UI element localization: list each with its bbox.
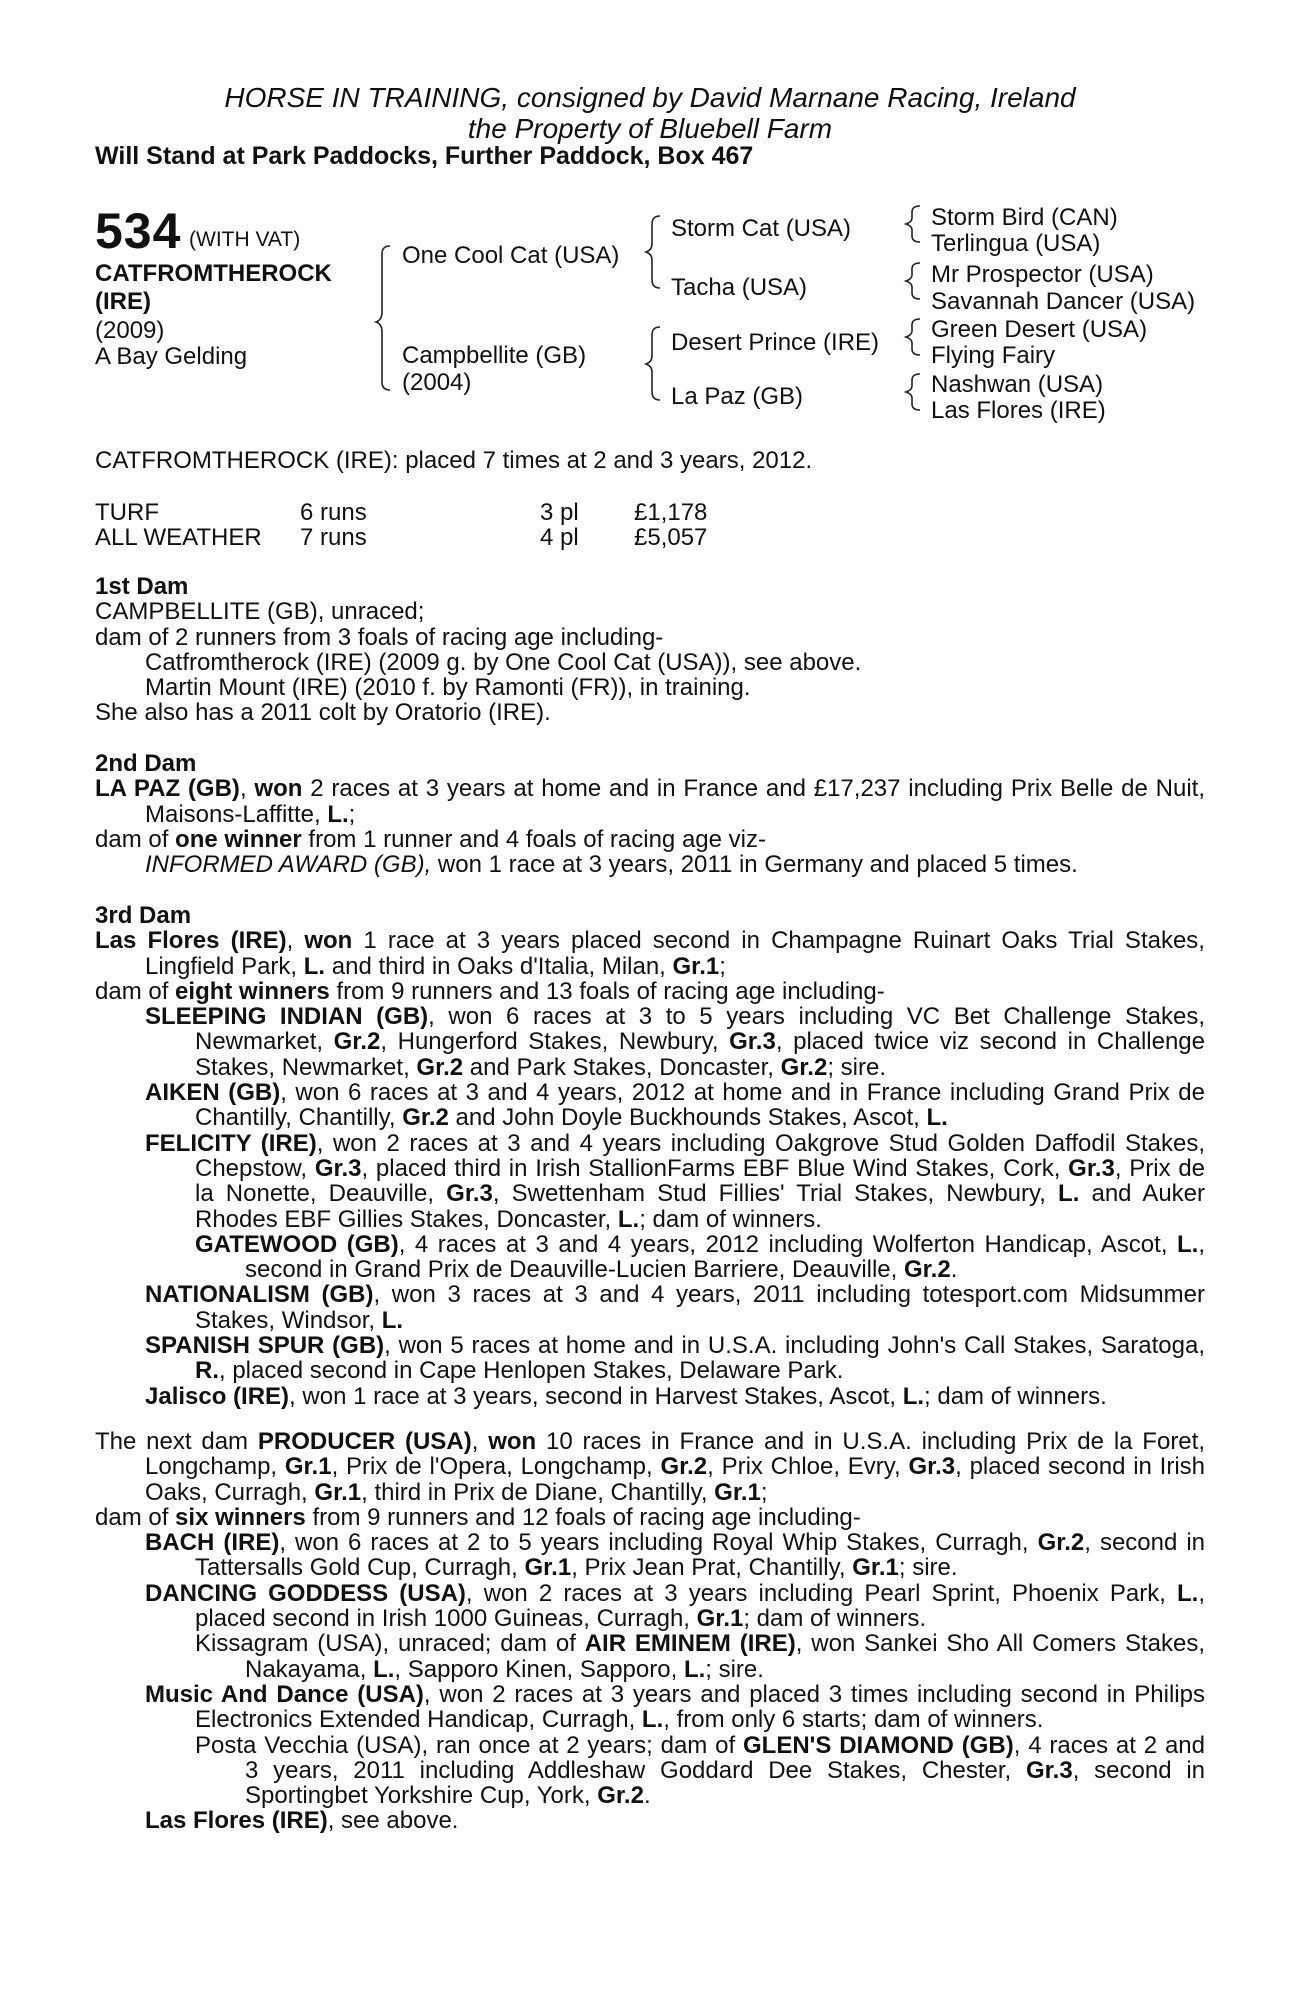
pedigree-sd-sire: Mr Prospector (USA)	[931, 261, 1154, 288]
entry-text: and Park Stakes, Doncaster,	[463, 1053, 781, 1081]
entry-text: ;	[760, 1478, 768, 1506]
progeny-name: GLEN'S DIAMOND (GB)	[742, 1731, 1014, 1759]
grade-label: Gr.2	[780, 1053, 828, 1081]
progeny-name: SPANISH SPUR (GB)	[145, 1332, 385, 1360]
horse-year: (2009)	[95, 317, 165, 344]
progeny-entry	[95, 1581, 1205, 1632]
first-dam-title: 1st Dam	[95, 573, 189, 600]
entry-text: and third in Oaks d'Italia, Milan,	[325, 952, 673, 980]
progeny-entry	[95, 1131, 1205, 1232]
grade-label: Gr.3	[314, 1154, 362, 1182]
grade-label: Gr.2	[1037, 1529, 1085, 1557]
progeny-name: AIKEN (GB)	[145, 1079, 281, 1107]
grade-label: Gr.2	[904, 1256, 951, 1284]
next-dam-produce	[95, 1505, 1205, 1530]
grade-label: L.	[381, 1306, 404, 1334]
dam-name: LA PAZ (GB)	[95, 775, 240, 803]
grade-label: R.	[195, 1357, 219, 1385]
entry-text: , placed second in Irish Oaks, Curragh,	[145, 1453, 1205, 1506]
entry-text: , Prix Chloe, Evry,	[707, 1453, 909, 1481]
pedigree-dam-year: (2004)	[402, 369, 472, 396]
progeny-name: Jalisco (IRE)	[145, 1382, 290, 1410]
progeny-entry	[95, 1682, 1205, 1733]
entry-text: , won 1 race at 3 years, second in Harvest Stakes, Ascot,	[289, 1382, 903, 1410]
entry-text: and John Doyle Buckhounds Stakes, Ascot,	[448, 1104, 927, 1132]
won-label: won	[254, 775, 303, 803]
progeny-entry	[95, 1080, 1205, 1131]
progeny-name: AIR EMINEM (IRE)	[584, 1630, 796, 1658]
progeny-entry	[95, 1631, 1205, 1682]
location-heading: Will Stand at Park Paddocks, Further Paddock, Box 467	[95, 142, 754, 170]
pedigree-dd-sire: Nashwan (USA)	[931, 371, 1104, 398]
entry-text: ;	[719, 952, 726, 980]
pedigree-dam-dam: La Paz (GB)	[671, 383, 804, 410]
third-dam-title: 3rd Dam	[95, 902, 192, 929]
entry-text: , won 6 races at 3 and 4 years, 2012 at home and in France including Grand Prix de Chantilly, Chantilly,	[195, 1079, 1206, 1132]
entry-text: ;	[348, 800, 356, 828]
entry-text: ; dam of winners.	[743, 1605, 927, 1633]
first-dam-progeny: Catfromtherock (IRE) (2009 g. by One Cool Cat (USA)), see above.	[145, 648, 862, 676]
entry-text: , Prix de la Nonette, Deauville,	[195, 1154, 1206, 1208]
entry-text: from 1 runner and 4 foals of racing age viz-	[301, 825, 766, 853]
entry-text: , won 6 races at 3 to 5 years including VC Bet Challenge Stakes, Newmarket,	[195, 1003, 1206, 1056]
entry-text: , won 5 races at home and in U.S.A. including John's Call Stakes, Saratoga,	[384, 1332, 1205, 1360]
grade-label: Gr.3	[1068, 1154, 1115, 1182]
pedigree-ss-sire: Storm Bird (CAN)	[931, 204, 1118, 231]
progeny-entry	[95, 1733, 1205, 1809]
pedigree-sd-dam: Savannah Dancer (USA)	[931, 288, 1196, 315]
progeny-entry	[95, 852, 1205, 877]
lot-number: 534	[95, 203, 182, 259]
dam-name: PRODUCER (USA)	[257, 1428, 472, 1455]
progeny-name: INFORMED AWARD (GB),	[145, 851, 432, 879]
second-dam-section	[95, 751, 1205, 877]
second-dam-title: 2nd Dam	[95, 750, 197, 777]
entry-text: , third in Prix de Diane, Chantilly,	[361, 1478, 715, 1506]
grade-label: L.	[373, 1655, 395, 1683]
grade-label: L.	[617, 1205, 640, 1233]
horse-name: CATFROMTHEROCK (IRE)	[95, 260, 332, 315]
progeny-name: Las Flores (IRE)	[145, 1807, 328, 1835]
entry-text: , from only 6 starts; dam of winners.	[663, 1706, 1044, 1734]
pedigree-dam-sire: Desert Prince (IRE)	[671, 329, 880, 356]
entry-text: ; dam of winners.	[639, 1205, 822, 1233]
grade-label: L.	[902, 1382, 925, 1410]
pedigree-ss-dam: Terlingua (USA)	[931, 230, 1101, 257]
entry-text: 10 races in France and in U.S.A. including Prix de la Foret, Longchamp,	[145, 1428, 1205, 1481]
horse-description: A Bay Gelding	[95, 343, 248, 370]
consignor-heading: HORSE IN TRAINING, consigned by David Marnane Racing, Ireland	[224, 82, 1076, 113]
record-earnings: £5,057	[634, 524, 708, 551]
entry-text: , placed twice viz second in Challenge Stakes, Newmarket,	[195, 1028, 1205, 1081]
won-label: won	[304, 927, 353, 955]
entry-text: , Sapporo Kinen, Sapporo,	[394, 1655, 684, 1683]
progeny-entry	[95, 1530, 1205, 1581]
grade-label: Gr.2	[660, 1453, 708, 1481]
grade-label: Gr.3	[446, 1180, 493, 1208]
progeny-name: Music And Dance (USA)	[145, 1680, 424, 1708]
grade-label: Gr.1	[852, 1554, 899, 1582]
entry-text: , Prix de l'Opera, Longchamp,	[331, 1453, 661, 1481]
winners-count: one winner	[175, 825, 302, 853]
second-dam-entry: LA PAZ (GB), won 2 races at 3 years at home and in France and £17,237 including Prix Belle de Nuit, Maisons-Laffitte, L.;	[95, 775, 1206, 828]
progeny-entry	[95, 1282, 1205, 1333]
entry-text: ; sire.	[705, 1655, 764, 1683]
progeny-entry	[95, 1384, 1205, 1409]
entry-text: , won 2 races at 3 years including Pearl Sprint, Phoenix Park,	[465, 1579, 1178, 1607]
entry-text: from 9 runners and 13 foals of racing age including-	[329, 977, 885, 1005]
record-placed: 4 pl	[540, 524, 579, 551]
progeny-entry	[95, 1808, 1205, 1833]
grade-label: Gr.2	[416, 1053, 464, 1081]
grade-label: Gr.3	[908, 1453, 956, 1481]
pedigree-sire-sire: Storm Cat (USA)	[671, 215, 852, 242]
record-runs: 6 runs	[300, 499, 367, 526]
progeny-entry: GATEWOOD (GB), 4 races at 3 and 4 years, 2012 including Wolferton Handicap, Ascot, L., second in Grand Prix de Deauville-Lucien Barriere, Deauville, Gr.2.	[195, 1230, 1205, 1284]
grade-label: Gr.1	[714, 1478, 761, 1506]
entry-text: , placed third in Irish StallionFarms EBF Blue Wind Stakes, Cork,	[361, 1154, 1069, 1182]
record-surface: TURF	[95, 499, 159, 526]
record-placed: 3 pl	[540, 499, 579, 526]
entry-text: , won Sankei Sho All Comers Stakes, Nakayama,	[245, 1630, 1206, 1683]
pedigree-dd-dam: Las Flores (IRE)	[931, 397, 1106, 424]
entry-text: , second in Tattersalls Gold Cup, Curragh,	[195, 1529, 1206, 1582]
pedigree-dam: Campbellite (GB)	[402, 342, 587, 369]
first-dam-line: She also has a 2011 colt by Oratorio (IRE).	[95, 699, 551, 727]
entry-text: ; dam of winners.	[924, 1382, 1107, 1410]
entry-text: dam of	[95, 977, 176, 1005]
grade-label: L.	[1177, 1230, 1199, 1258]
record-runs: 7 runs	[300, 524, 367, 551]
first-dam-line: dam of 2 runners from 3 foals of racing age including-	[95, 623, 664, 651]
progeny-name: SLEEPING INDIAN (GB)	[145, 1003, 429, 1031]
entry-text: , placed second in Cape Henlopen Stakes, Delaware Park.	[219, 1357, 844, 1385]
entry-text: , won 2 races at 3 and 4 years including Oakgrove Stud Golden Daffodil Stakes, Chepstow,	[195, 1129, 1205, 1182]
entry-text: 2 races at 3 years at home and in France and £17,237 including Prix Belle de Nuit, Maisons-Laffitte,	[145, 775, 1206, 828]
first-dam-line: CAMPBELLITE (GB), unraced;	[95, 598, 425, 626]
second-dam-produce	[95, 827, 1205, 852]
first-dam-section	[95, 574, 1205, 726]
progeny-name: NATIONALISM (GB)	[145, 1281, 374, 1309]
entry-text: ; sire.	[827, 1053, 886, 1081]
winners-count: six winners	[175, 1503, 306, 1531]
grade-label: L.	[641, 1706, 664, 1734]
progeny-name: GATEWOOD (GB)	[195, 1230, 399, 1258]
grade-label: L.	[1058, 1180, 1080, 1208]
grade-label: Gr.1	[672, 952, 720, 980]
progeny-name: FELICITY (IRE)	[145, 1129, 317, 1157]
won-label: won	[488, 1428, 537, 1455]
grade-label: Gr.1	[284, 1453, 332, 1481]
pedigree-ds-sire: Green Desert (USA)	[931, 316, 1148, 343]
pedigree-ds-dam: Flying Fairy	[931, 342, 1056, 369]
entry-text: won 1 race at 3 years, 2011 in Germany and placed 5 times.	[431, 851, 1078, 879]
entry-text: , 4 races at 2 and 3 years, 2011 including Addleshaw Goddard Dee Stakes, Chester,	[245, 1731, 1205, 1784]
record-earnings: £1,178	[634, 499, 708, 526]
entry-text: , placed second in Irish 1000 Guineas, Curragh,	[195, 1579, 1206, 1633]
third-dam-produce	[95, 979, 1205, 1004]
pedigree-sire: One Cool Cat (USA)	[402, 242, 620, 269]
entry-text: Posta Vecchia (USA), ran once at 2 years; dam of	[195, 1731, 743, 1759]
grade-label: Gr.1	[696, 1605, 744, 1633]
grade-label: Gr.3	[1026, 1756, 1073, 1784]
entry-text: and Auker Rhodes EBF Gillies Stakes, Doncaster,	[195, 1180, 1206, 1233]
third-dam-entry: Las Flores (IRE), won 1 race at 3 years placed second in Champagne Ruinart Oaks Trial Stakes, Lingfield Park, L. and third in Oaks d'Italia, Milan, Gr.1;	[95, 927, 1205, 980]
entry-text: , Hungerford Stakes, Newbury,	[380, 1028, 730, 1056]
entry-text: , won 3 races at 3 and 4 years, 2011 including totesport.com Midsummer Stakes, Windsor,	[195, 1281, 1206, 1334]
entry-text: , Swettenham Stud Fillies' Trial Stakes, Newbury,	[492, 1180, 1059, 1208]
grade-label: L.	[327, 800, 349, 828]
record-surface: ALL WEATHER	[95, 524, 262, 551]
grade-label: Gr.1	[314, 1478, 362, 1506]
third-dam-section	[95, 903, 1205, 1409]
entry-text: , second in Grand Prix de Deauville-Lucien Barriere, Deauville,	[245, 1230, 1205, 1284]
entry-text: from 9 runners and 12 foals of racing age including-	[305, 1503, 861, 1531]
entry-text: , Prix Jean Prat, Chantilly,	[571, 1554, 853, 1582]
first-dam-progeny: Martin Mount (IRE) (2010 f. by Ramonti (FR)), in training.	[145, 674, 751, 702]
progeny-entry	[95, 1333, 1205, 1384]
property-heading: the Property of Bluebell Farm	[467, 113, 833, 144]
entry-text: , second in Sportingbet Yorkshire Cup, York,	[245, 1756, 1205, 1810]
progeny-name: DANCING GODDESS (USA)	[145, 1579, 466, 1607]
entry-text: , won 2 races at 3 years and placed 3 times including second in Philips Electronics Extended Handicap, Curragh,	[195, 1680, 1205, 1734]
grade-label: Gr.2	[333, 1028, 381, 1056]
entry-text: , see above.	[327, 1807, 459, 1835]
pedigree-sire-dam: Tacha (USA)	[671, 274, 808, 301]
entry-text: , 4 races at 3 and 4 years, 2012 including Wolferton Handicap, Ascot,	[398, 1230, 1177, 1258]
grade-label: Gr.3	[729, 1028, 776, 1056]
entry-text: The next dam	[95, 1428, 258, 1455]
dam-name: Las Flores (IRE)	[95, 927, 287, 955]
race-summary: CATFROMTHEROCK (IRE): placed 7 times at 2 and 3 years, 2012.	[95, 447, 813, 474]
entry-text: , won 6 races at 2 to 5 years including Royal Whip Stakes, Curragh,	[279, 1529, 1038, 1557]
entry-text: dam of	[95, 1503, 176, 1531]
grade-label: L.	[303, 952, 326, 980]
winners-count: eight winners	[175, 977, 330, 1005]
entry-text: .	[643, 1782, 651, 1810]
grade-label: Gr.1	[524, 1554, 572, 1582]
entry-text: dam of	[95, 825, 176, 853]
grade-label: Gr.2	[597, 1782, 644, 1810]
next-dam-entry: The next dam PRODUCER (USA), won 10 races in France and in U.S.A. including Prix de la Foret, Longchamp, Gr.1, Prix de l'Opera, Longchamp, Gr.2, Prix Chloe, Evry, Gr.3, placed second in Irish Oaks, Curragh, Gr.1, third in Prix de Diane, Chantilly, Gr.1;	[95, 1428, 1205, 1506]
grade-label: L.	[926, 1104, 948, 1132]
grade-label: L.	[683, 1655, 706, 1683]
progeny-name: BACH (IRE)	[145, 1529, 280, 1557]
entry-text: ; sire.	[898, 1554, 958, 1582]
grade-label: L.	[1177, 1579, 1199, 1607]
entry-text: Kissagram (USA), unraced; dam of	[195, 1630, 585, 1658]
progeny-entry	[95, 1004, 1205, 1080]
grade-label: Gr.2	[402, 1104, 449, 1132]
next-dam-section	[95, 1429, 1205, 1834]
vat-label: (WITH VAT)	[189, 228, 301, 251]
entry-text: 1 race at 3 years placed second in Champagne Ruinart Oaks Trial Stakes, Lingfield Park,	[145, 927, 1205, 980]
